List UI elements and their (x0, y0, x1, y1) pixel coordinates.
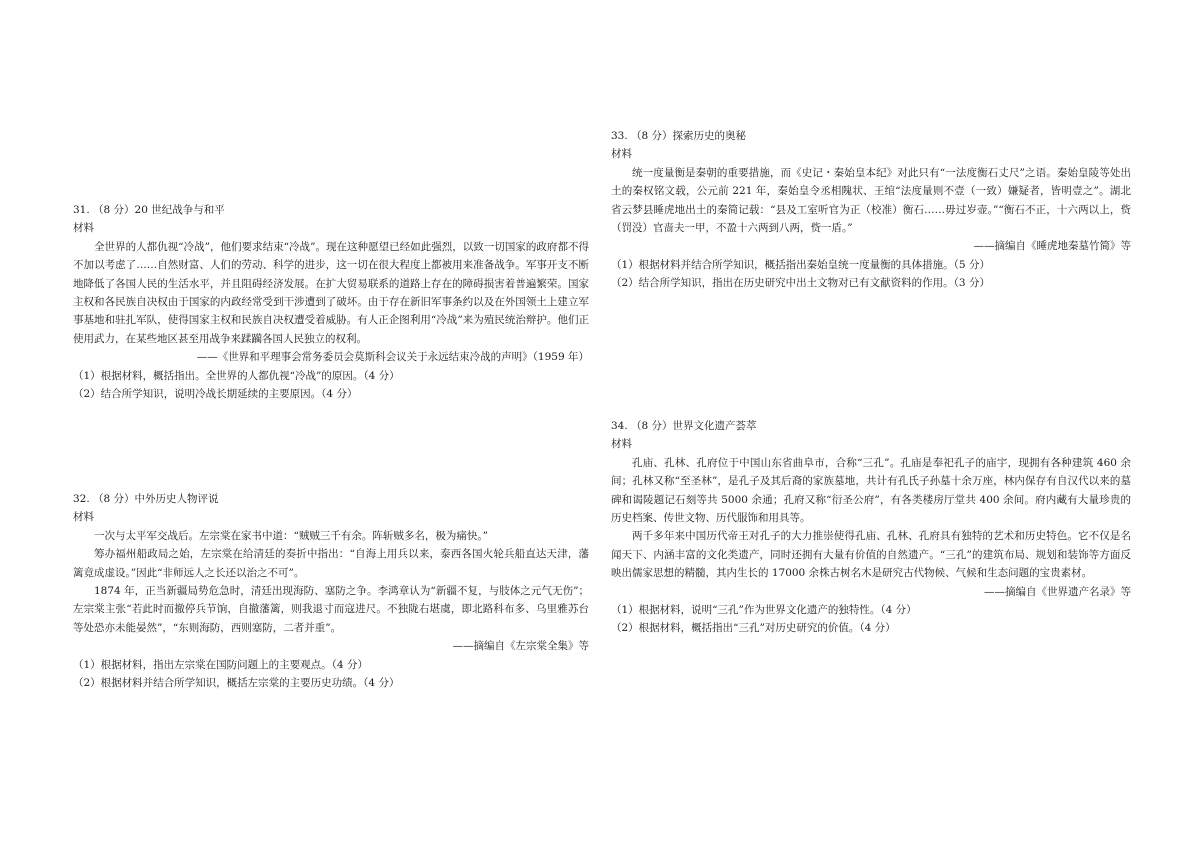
sub-question-2: （2）根据材料并结合所学知识，概括左宗棠的主要历史功绩。（4 分） (73, 677, 400, 690)
material-source: ——《世界和平理事会常务委员会莫斯科会议关于永远结束冷战的声明》（1959 年） (196, 351, 589, 364)
sub-question-2: （2）根据材料，概括指出“三孔”对历史研究的价值。（4 分） (611, 622, 896, 635)
material-source: ——摘编自《睡虎地秦墓竹简》等 (973, 240, 1131, 253)
material-paragraph: 筹办福州船政局之始，左宗棠在给清廷的奏折中指出：“自海上用兵以来，泰西各国火轮兵船直达天津，藩篱竟成虚设。”因此“非师远人之长还以治之不可”。 (73, 548, 589, 579)
material-label: 材料 (611, 148, 632, 161)
material-paragraph: 一次与太平军交战后。左宗棠在家书中道：“贼贼三千有余。阵斩贼多名，极为痛快。” (94, 529, 488, 542)
question-31 (73, 201, 589, 403)
material-paragraph: 全世界的人都仇视“冷战”，他们要求结束“冷战”。现在这种愿望已经如此强烈，以致一切国家的政府都不得不加以考虑了……自然财富、人们的劳动、科学的进步，这一切在很大程度上都被用来准备战争。军事开支不断地降低了各国人民的生活水平，并且阻碍经济发展。在扩大贸易联系的道路上存在的障碍损害着普遍繁荣。国家主权和各民族自决权由于国家的内政经常受到干涉遭到了破坏。由于存在新旧军事条约以及在外国领土上建立军事基地和驻扎军队，使得国家主权和民族自决权遭受着威胁。有人正企图利用“冷战”来为殖民统治辩护。他们正使用武力，在某些地区甚至用战争来蹂躏各国人民独立的权利。 (73, 240, 589, 345)
sub-question-2: （2）结合所学知识，说明冷战长期延续的主要原因。（4 分） (73, 388, 358, 401)
question-title: 32. （8 分）中外历史人物评说 (73, 493, 219, 505)
material-paragraph: 孔庙、孔林、孔府位于中国山东省曲阜市，合称“三孔”。孔庙是奉祀孔子的庙宇，现拥有各种建筑 460 余间；孔林又称“至圣林”，是孔子及其后裔的家族墓地，共计有孔氏子孙墓十余万座，林内保存有自汉代以来的墓碑和谒陵题记石刻等共 5000 余通；孔府又称“衍圣公府”，有各类楼房厅堂共 400 余间。府内藏有大量珍贵的历史档案、传世文物、历代服饰和用具等。 (611, 456, 1131, 525)
material-paragraph: 两千多年来中国历代帝王对孔子的大力推崇使得孔庙、孔林、孔府具有独特的艺术和历史特色。它不仅是名闻天下、内涵丰富的文化类遗产，同时还拥有大量有价值的自然遗产。“三孔”的建筑布局、规划和装饰等方面反映出儒家思想的精髓，其内生长的 17000 余株古树名木是研究古代物候、气候和生态问题的宝贵素材。 (611, 530, 1131, 580)
question-title: 31. （8 分）20 世纪战争与和平 (73, 204, 225, 216)
sub-question-1: （1）根据材料，指出左宗棠在国防问题上的主要观点。（4 分） (73, 658, 368, 671)
sub-question-2: （2）结合所学知识，指出在历史研究中出土文物对已有文献资料的作用。（3 分） (611, 277, 990, 290)
material-paragraph: 统一度量衡是秦朝的重要措施，而《史记・秦始皇本纪》对此只有“一法度衡石丈尺”之语。秦始皇陵等处出土的秦权铭文载，公元前 221 年，秦始皇令丞相隗状、王绾“法度量则不壹（一致）嫌疑者，皆明壹之”。湖北省云梦县睡虎地出土的秦简记载：“县及工室听官为正（校准）衡石……毋过岁壶。”“衡石不正，十六两以上，赀（罚没）官啬夫一甲，不盈十六两到八两，赀一盾。” (611, 166, 1131, 235)
material-source: ——摘编自《世界遗产名录》等 (984, 585, 1131, 598)
question-34 (611, 417, 1131, 638)
material-paragraph: 1874 年，正当新疆局势危急时，清廷出现海防、塞防之争。李鸿章认为“新疆不复，与肢体之元气无伤”；左宗棠主张“若此时而撤停兵节饷，自撤藩篱，则我退寸而寇进尺。不独陇右堪虞，即北路科布多、乌里雅苏台等处恐亦未能晏然”，“东则海防，西则塞防，二者并重”。 (73, 585, 589, 634)
sub-question-1: （1）根据材料，说明“三孔”作为世界文化遗产的独特性。（4 分） (611, 604, 917, 617)
material-label: 材料 (73, 222, 94, 235)
question-33 (611, 127, 1131, 293)
question-title: 33. （8 分）探索历史的奥秘 (611, 130, 747, 142)
material-source: ——摘编自《左宗棠全集》等 (452, 640, 589, 653)
sub-question-1: （1）根据材料并结合所学知识，概括指出秦始皇统一度量衡的具体措施。（5 分） (611, 258, 990, 271)
sub-question-1: （1）根据材料，概括指出。全世界的人都仇视“冷战”的原因。（4 分） (73, 369, 400, 382)
material-label: 材料 (611, 438, 632, 451)
question-title: 34. （8 分）世界文化遗产荟萃 (611, 420, 757, 432)
question-32 (73, 490, 589, 692)
material-label: 材料 (73, 511, 94, 524)
